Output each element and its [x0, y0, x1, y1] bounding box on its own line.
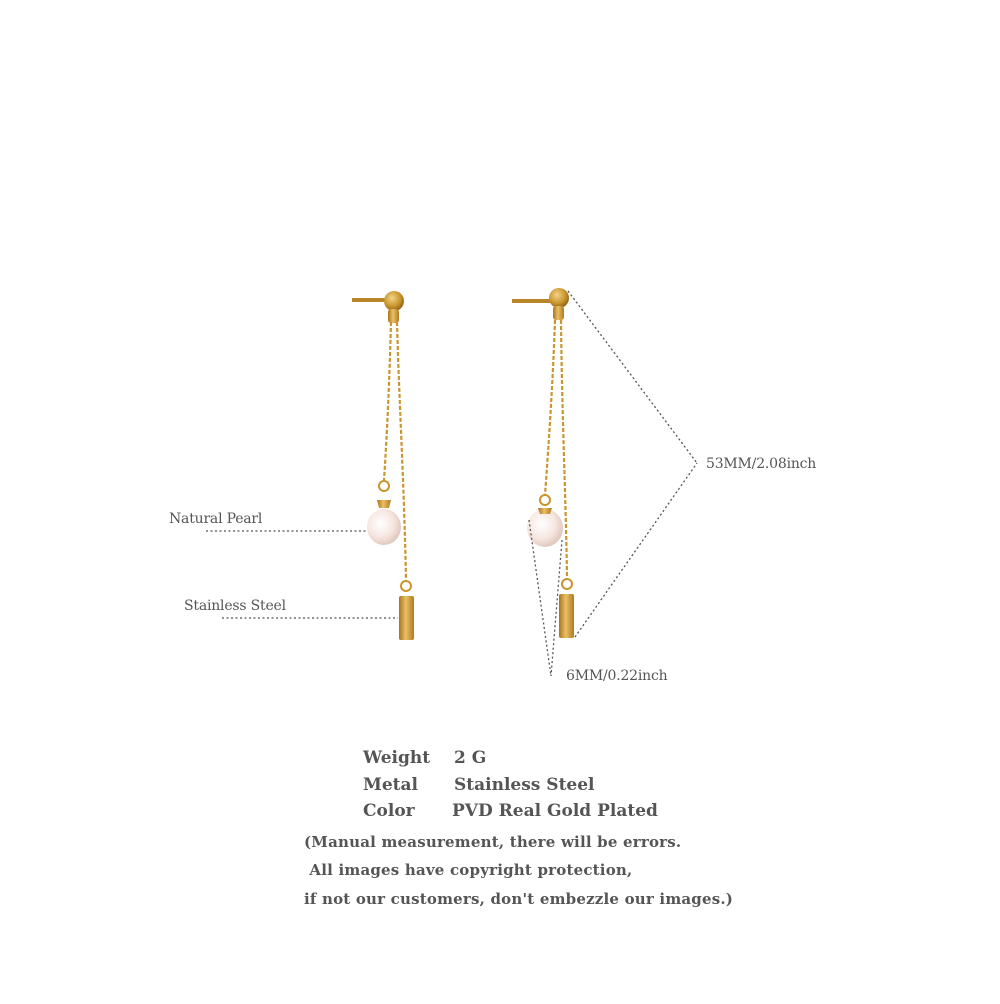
natural-pearl-label: Natural Pearl: [169, 511, 263, 527]
left-pearl-ring: [379, 481, 389, 491]
left-earring: [352, 291, 414, 640]
left-ball-stud: [384, 291, 404, 311]
right-pearl-ring: [540, 495, 550, 505]
left-bar-ring: [401, 581, 411, 591]
right-earring: [512, 288, 574, 638]
left-post: [352, 298, 388, 302]
left-pearl: [367, 509, 401, 545]
note-line: All images have copyright protection,: [304, 861, 633, 879]
right-pearl-cap: [538, 508, 552, 514]
stainless-steel-label: Stainless Steel: [184, 598, 286, 614]
spec-key: Weight: [363, 748, 431, 768]
right-steel-bar: [559, 594, 574, 638]
length-line-bottom: [575, 463, 697, 637]
left-chain-long: [397, 322, 406, 580]
guide-lines: [206, 291, 697, 676]
spec-value: Stainless Steel: [454, 775, 595, 795]
note-line: (Manual measurement, there will be errors.: [304, 833, 682, 851]
left-chain-short: [384, 322, 391, 480]
right-chain-short: [545, 320, 555, 495]
spec-key: Color: [363, 801, 415, 821]
right-bar-ring: [562, 579, 572, 589]
note-line: if not our customers, don't embezzle our images.): [304, 890, 734, 908]
left-pearl-cap: [377, 500, 391, 508]
left-stud-bar: [388, 309, 399, 323]
right-chain-long: [561, 320, 567, 578]
length-line-top: [568, 291, 697, 463]
spec-value: PVD Real Gold Plated: [452, 801, 658, 821]
right-stud-bar: [553, 306, 564, 320]
length-label: 53MM/2.08inch: [706, 456, 817, 472]
right-post: [512, 299, 552, 303]
right-pearl: [527, 509, 563, 547]
left-steel-bar: [399, 596, 414, 640]
spec-key: Metal: [363, 775, 418, 795]
pearl-size-label: 6MM/0.22inch: [566, 668, 668, 684]
right-ball-stud: [549, 288, 569, 308]
spec-value: 2 G: [454, 748, 487, 768]
